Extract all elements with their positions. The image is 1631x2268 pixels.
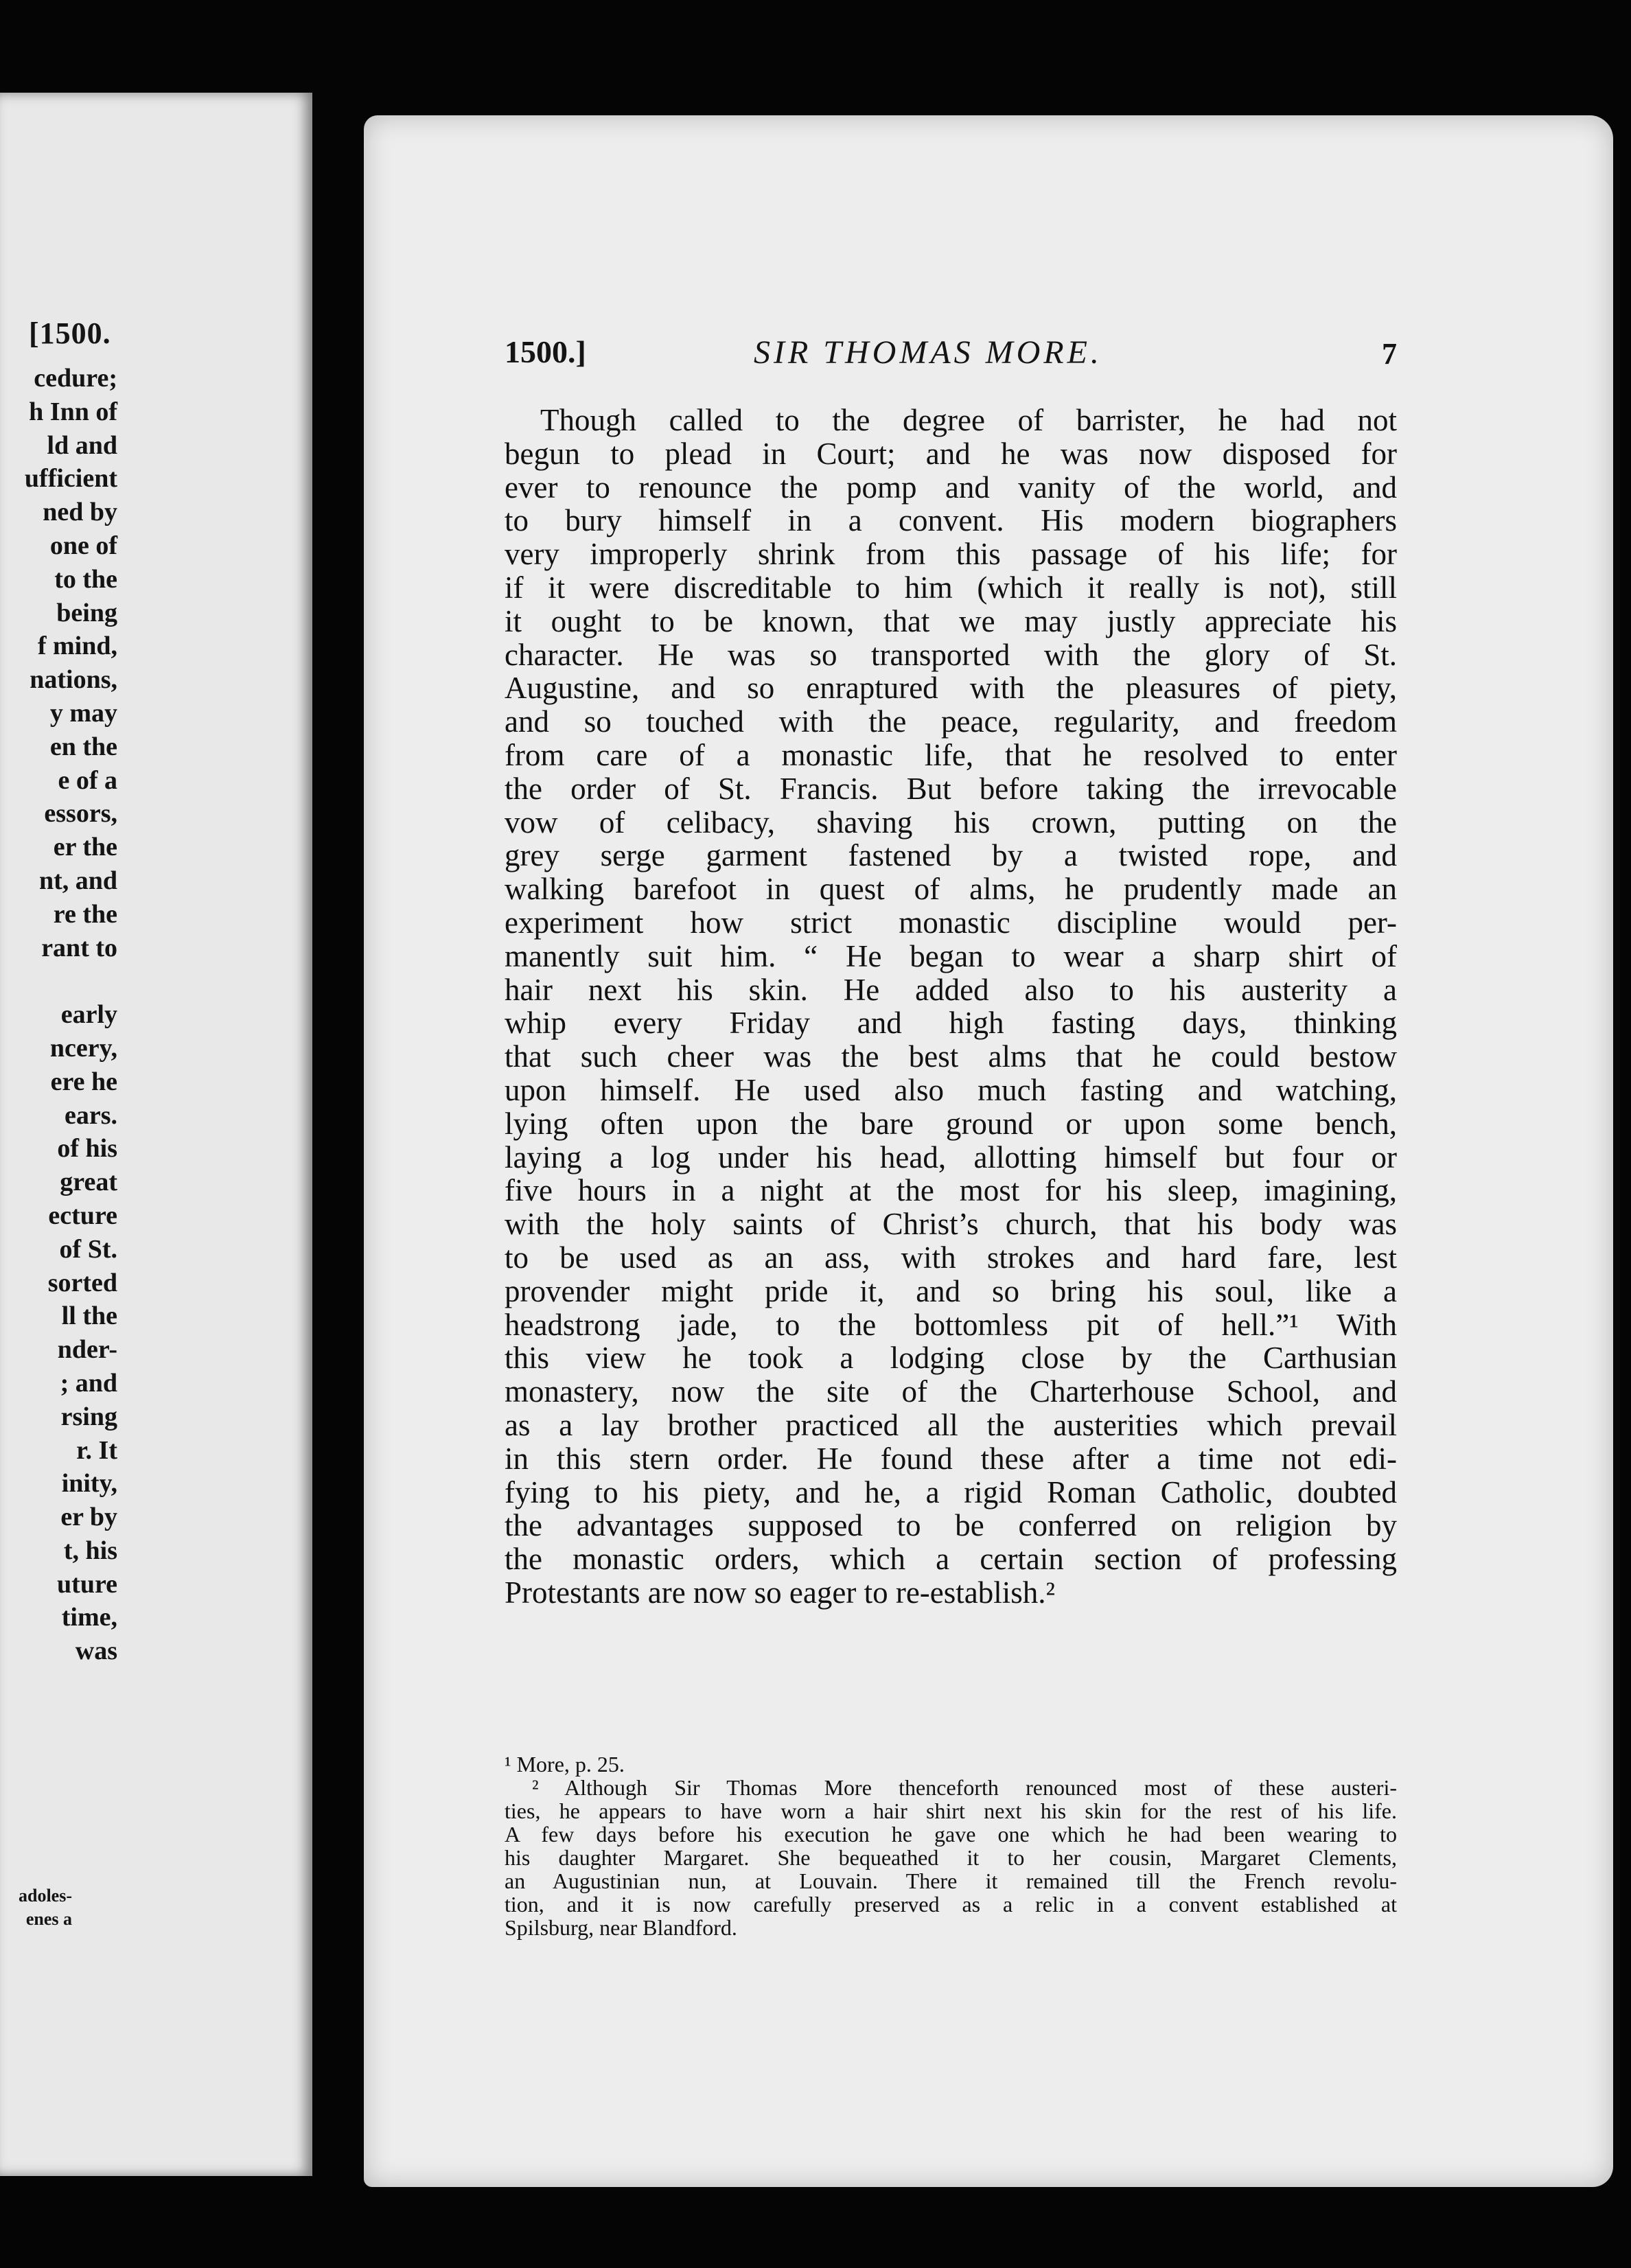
- left-text-line: inity,: [61, 1469, 117, 1498]
- footnotes: [505, 1752, 1397, 1939]
- left-text-line: rant to: [41, 933, 117, 962]
- body-line: monastery, now the site of the Charterhouse School, and: [505, 1374, 1397, 1409]
- body-line: this view he took a lodging close by the Carthusian: [505, 1341, 1397, 1376]
- left-text-line: one of: [49, 531, 117, 560]
- body-line: ever to renounce the pomp and vanity of the world, and: [505, 470, 1397, 505]
- footnote-line: an Augustinian nun, at Louvain. There it remained till the French revolu-: [505, 1868, 1397, 1893]
- body-line: laying a log under his head, allotting himself but four or: [505, 1139, 1397, 1174]
- body-line: it ought to be known, that we may justly appreciate his: [505, 603, 1397, 638]
- body-line: the advantages supposed to be conferred on religion by: [505, 1508, 1397, 1543]
- left-text-line: sorted: [47, 1268, 117, 1297]
- footnote-line: tion, and it is now carefully preserved as a relic in a convent established at: [505, 1892, 1397, 1917]
- body-line: vow of celibacy, shaving his crown, putting on the: [505, 805, 1397, 840]
- left-text-line: cedure;: [34, 364, 117, 393]
- footnote-line: A few days before his execution he gave one which he had been wearing to: [505, 1822, 1397, 1847]
- left-text-line: h Inn of: [29, 397, 117, 426]
- left-text-line: being: [56, 598, 117, 627]
- left-text-line: ufficient: [24, 464, 117, 494]
- left-text-line: ld and: [47, 430, 117, 460]
- left-footnote-line: adoles-: [19, 1886, 72, 1906]
- body-line: Protestants are now so eager to re-establish.²: [505, 1575, 1056, 1610]
- body-line: that such cheer was the best alms that he could bestow: [505, 1039, 1397, 1074]
- body-line: the monastic orders, which a certain section of professing: [505, 1542, 1397, 1577]
- body-line: hair next his skin. He added also to his austerity a: [505, 972, 1397, 1007]
- left-text-line: f mind,: [37, 632, 117, 661]
- left-text-line: was: [75, 1636, 117, 1666]
- left-text-line: uture: [57, 1569, 117, 1599]
- body-line: experiment how strict monastic discipline would per-: [505, 905, 1397, 940]
- left-text-line: ecture: [48, 1201, 117, 1230]
- left-text-line: time,: [61, 1603, 117, 1632]
- left-text-line: ere he: [50, 1067, 117, 1096]
- left-page-footnote: [19, 1884, 72, 1931]
- left-text-line: e of a: [58, 765, 117, 795]
- body-line: character. He was so transported with the glory of St.: [505, 637, 1397, 672]
- body-line: manently suit him. “ He began to wear a sharp shirt of: [505, 938, 1397, 973]
- right-page: [364, 115, 1613, 2187]
- left-page: [0, 93, 312, 2176]
- left-text-line: to the: [54, 564, 117, 594]
- body-line: with the holy saints of Christ’s church, that his body was: [505, 1207, 1397, 1242]
- header-year: 1500.]: [505, 334, 586, 369]
- left-text-line: ned by: [43, 498, 117, 527]
- running-head: [505, 334, 1397, 375]
- left-text-line: nder-: [57, 1335, 117, 1365]
- body-line: upon himself. He used also much fasting and watching,: [505, 1072, 1397, 1107]
- page-number: 7: [1382, 337, 1397, 371]
- left-text-line: y may: [49, 698, 117, 728]
- left-text-line: of his: [57, 1134, 117, 1164]
- footnote-line: ¹ More, p. 25.: [505, 1752, 625, 1777]
- footnote-line: ² Although Sir Thomas More thenceforth renounced most of these austeri-: [532, 1775, 1397, 1800]
- body-line: Though called to the degree of barrister, he had not: [540, 403, 1397, 437]
- left-text-line: ears.: [64, 1100, 117, 1130]
- left-text-line: essors,: [44, 799, 117, 829]
- body-line: five hours in a night at the most for his sleep, imagining,: [505, 1173, 1397, 1208]
- body-line: to bury himself in a convent. His modern biographers: [505, 503, 1397, 538]
- left-page-text: [25, 362, 117, 1668]
- body-line: grey serge garment fastened by a twisted rope, and: [505, 838, 1397, 873]
- body-line: provender might pride it, and so bring his soul, like a: [505, 1273, 1397, 1308]
- body-line: begun to plead in Court; and he was now disposed for: [505, 436, 1397, 471]
- footnote-line: his daughter Margaret. She bequeathed it to her cousin, Margaret Clements,: [505, 1845, 1397, 1870]
- left-text-line: nt, and: [38, 866, 117, 895]
- left-text-line: ll the: [61, 1301, 117, 1331]
- left-text-line: r. It: [76, 1435, 117, 1465]
- body-line: whip every Friday and high fasting days, thinking: [505, 1006, 1397, 1041]
- body-line: very improperly shrink from this passage of his life; for: [505, 537, 1397, 572]
- body-line: the order of St. Francis. But before taking the irrevocable: [505, 771, 1397, 806]
- left-text-line: great: [60, 1168, 117, 1197]
- left-text-line: er the: [53, 833, 117, 862]
- left-text-line: t, his: [63, 1536, 117, 1565]
- body-line: in this stern order. He found these after a time not edi-: [505, 1441, 1397, 1476]
- body-line: as a lay brother practiced all the austerities which prevail: [505, 1407, 1397, 1442]
- left-text-line: en the: [49, 732, 117, 761]
- page-title: SIR THOMAS MORE.: [754, 334, 1102, 371]
- body-text: [505, 404, 1397, 1610]
- body-line: if it were discreditable to him (which it really is not), still: [505, 570, 1397, 605]
- left-page-header: [1500.: [29, 316, 111, 350]
- body-line: headstrong jade, to the bottomless pit of hell.”¹ With: [505, 1307, 1397, 1342]
- body-line: to be used as an ass, with strokes and hard fare, lest: [505, 1240, 1397, 1275]
- left-footnote-line: enes a: [25, 1909, 72, 1929]
- body-line: lying often upon the bare ground or upon some bench,: [505, 1106, 1397, 1141]
- left-text-line: early: [60, 1000, 117, 1030]
- left-text-line: ; and: [60, 1368, 117, 1398]
- body-line: Augustine, and so enraptured with the pleasures of piety,: [505, 671, 1397, 706]
- left-text-line: nations,: [30, 665, 117, 695]
- left-text-line: [25, 964, 117, 998]
- body-line: walking barefoot in quest of alms, he prudently made an: [505, 872, 1397, 907]
- left-text-line: er by: [60, 1503, 117, 1532]
- footnote-line: ties, he appears to have worn a hair shirt next his skin for the rest of his life.: [505, 1798, 1397, 1823]
- body-line: fying to his piety, and he, a rigid Roman Catholic, doubted: [505, 1474, 1397, 1509]
- left-text-line: re the: [53, 899, 117, 929]
- left-text-line: of St.: [59, 1234, 117, 1264]
- body-line: from care of a monastic life, that he resolved to enter: [505, 737, 1397, 772]
- body-line: and so touched with the peace, regularity, and freedom: [505, 704, 1397, 739]
- left-text-line: rsing: [60, 1402, 117, 1431]
- footnote-line: Spilsburg, near Blandford.: [505, 1915, 737, 1940]
- left-text-line: ncery,: [49, 1033, 117, 1063]
